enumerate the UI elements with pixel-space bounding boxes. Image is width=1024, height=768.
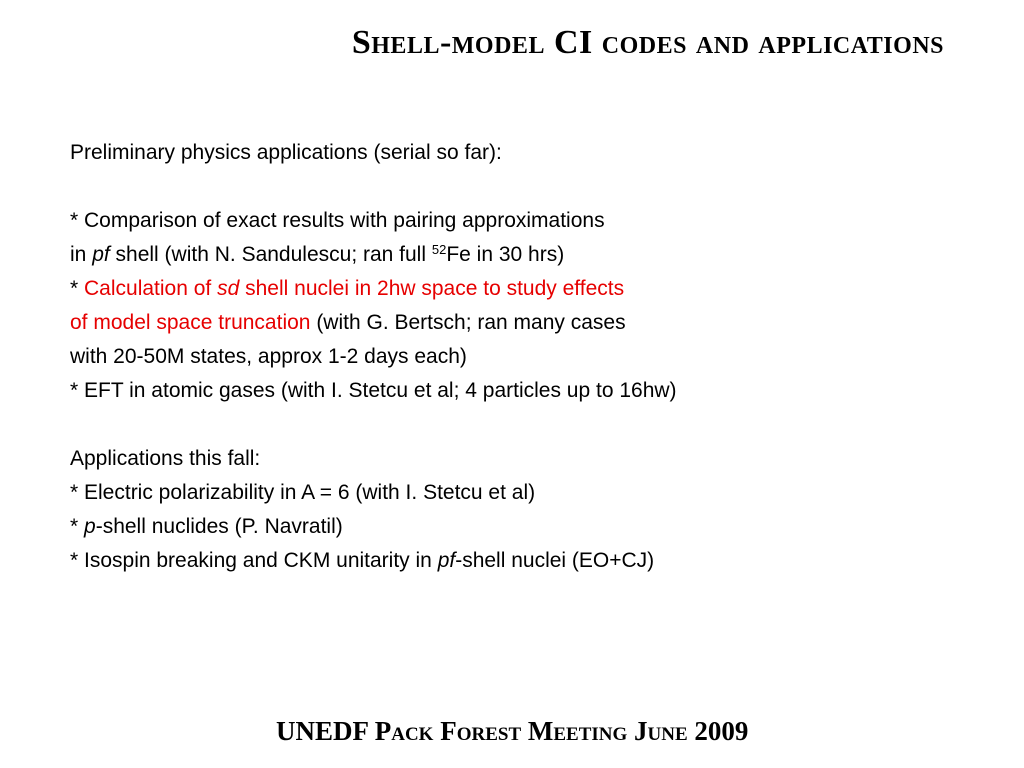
text-fragment: Fe in 30 hrs) — [446, 243, 565, 266]
superscript-mass-number: 52 — [431, 242, 447, 257]
section2-item1: * Electric polarizability in A = 6 (with I. Stetcu et al) — [70, 481, 536, 504]
section1-item2-line3: with 20-50M states, approx 1-2 days each) — [70, 345, 467, 368]
section1-item1-line1: * Comparison of exact results with pairing approximations — [70, 209, 605, 232]
text-fragment: in — [70, 243, 93, 266]
section2-heading: Applications this fall: — [70, 447, 261, 470]
italic-fragment: pf — [437, 549, 456, 572]
highlight-fragment: shell nuclei in 2hw space to study effects — [239, 277, 625, 300]
bullet: * — [70, 277, 85, 300]
section1-item2-line2 — [70, 306, 970, 340]
slide-title: Shell-model CI codes and applications — [351, 24, 944, 61]
text-fragment: -shell nuclei (EO+CJ) — [455, 549, 655, 572]
highlight-italic-fragment: sd — [217, 277, 240, 300]
slide-footer: UNEDF Pack Forest Meeting June 2009 — [276, 716, 749, 746]
section1-item1-line2 — [70, 238, 970, 272]
text-fragment: * Isospin breaking and CKM unitarity in — [70, 549, 438, 572]
text-fragment: shell (with N. Sandulescu; ran full — [109, 243, 432, 266]
spacer — [70, 170, 970, 204]
section2-item2 — [70, 510, 970, 544]
slide-body — [70, 136, 970, 578]
section1-item2-line1 — [70, 272, 970, 306]
section2-item3 — [70, 544, 970, 578]
text-fragment: (with G. Bertsch; ran many cases — [310, 311, 626, 334]
text-fragment: -shell nuclides (P. Navratil) — [95, 515, 343, 538]
highlight-fragment: Calculation of — [84, 277, 218, 300]
italic-fragment: p — [84, 515, 96, 538]
bullet: * — [70, 515, 85, 538]
italic-fragment: pf — [92, 243, 110, 266]
highlight-fragment: of model space truncation — [70, 311, 311, 334]
spacer — [70, 408, 970, 442]
section1-heading: Preliminary physics applications (serial so far): — [70, 141, 502, 164]
section1-item3-line1: * EFT in atomic gases (with I. Stetcu et al; 4 particles up to 16hw) — [70, 379, 677, 402]
